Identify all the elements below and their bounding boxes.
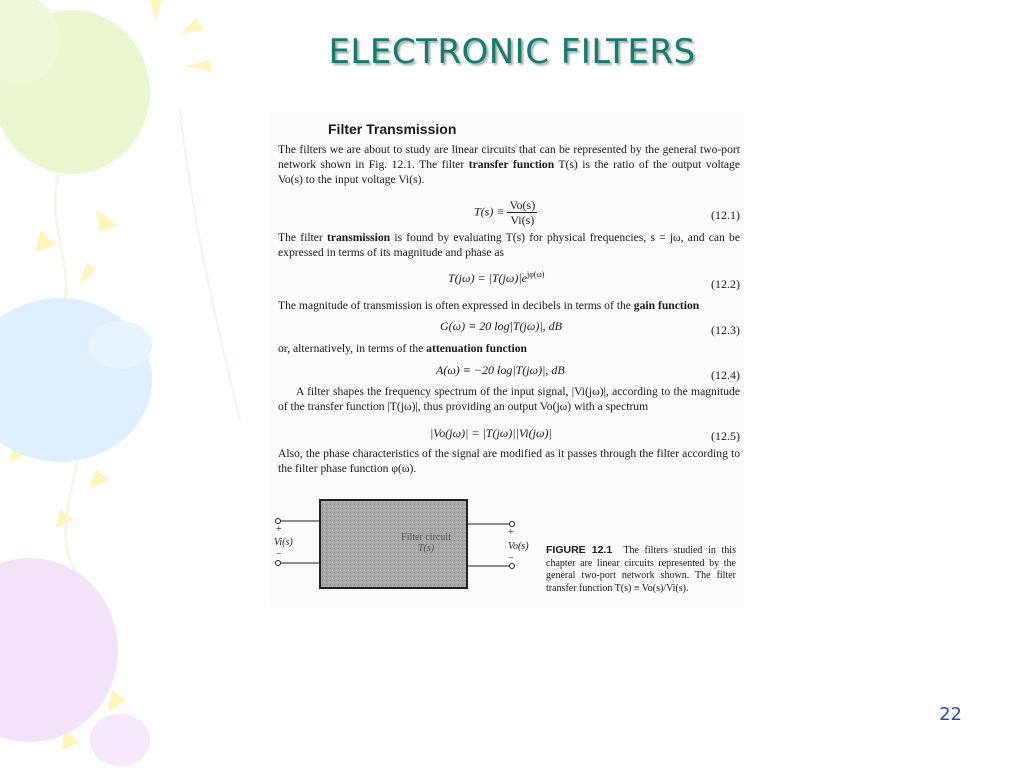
page-number: 22 xyxy=(939,704,962,725)
figure-caption: FIGURE 12.1 The filters studied in this chapter are linear circuits represented by the general two-port network shown. The filter transfer function T(s) ≡ Vo(s)/Vi(s). xyxy=(546,544,736,594)
slide-title: ELECTRONIC FILTERS xyxy=(328,32,696,72)
filter-box-label: Filter circuit T(s) xyxy=(401,532,451,554)
output-minus: − xyxy=(508,553,514,564)
equation-12-3: G(ω) ≡ 20 log|T(jω)|, dB xyxy=(440,319,562,333)
equation-number-12-5: (12.5) xyxy=(711,429,740,443)
equation-number-12-1: (12.1) xyxy=(711,208,740,222)
paragraph-intro: The filters we are about to study are linear circuits that can be represented by the general two-port network shown in Fig. 12.1. The filter transfer function T(s) is the ratio of the output voltage Vo(s) to the input voltage Vi(s). xyxy=(278,143,740,186)
paragraph-magnitude: The magnitude of transmission is often expressed in decibels in terms of the gain function xyxy=(278,299,700,312)
input-minus: − xyxy=(276,549,282,560)
paragraph-attenuation: or, alternatively, in terms of the attenuation function xyxy=(278,342,527,355)
output-voltage-label: Vo(s) xyxy=(508,541,529,552)
paragraph-transmission: The filter transmission is found by evaluating T(s) for physical frequencies, s = jω, and can be expressed in terms of its magnitude and phase as xyxy=(278,231,740,259)
scanned-textbook-page xyxy=(270,112,744,607)
equation-number-12-3: (12.3) xyxy=(711,323,740,337)
equation-12-1: T(s) ≡ $\frac{Vo(s)}{Vi(s)}$ xyxy=(474,198,536,227)
paragraph-spectrum: A filter shapes the frequency spectrum of the input signal, |Vi(jω)|, according to the magnitude of the transfer function |T(jω)|, thus providing an output Vo(jω) with a spectrum xyxy=(278,385,740,413)
output-plus: + xyxy=(508,527,514,538)
input-voltage-label: Vi(s) xyxy=(274,537,293,548)
equation-12-5: |Vo(jω)| = |T(jω)||Vi(jω)| xyxy=(430,426,552,440)
equation-12-4: A(ω) ≡ −20 log|T(jω)|, dB xyxy=(436,363,565,377)
equation-12-2: $T(j\omega) = |T(j\omega)|e^{j\varphi(\omega)}$ xyxy=(448,270,545,285)
input-plus: + xyxy=(276,524,282,535)
equation-number-12-2: (12.2) xyxy=(711,277,740,291)
paragraph-phase: Also, the phase characteristics of the signal are modified as it passes through the filter according to the filter phase function φ(ω). xyxy=(278,447,740,475)
fraction: $\frac{Vo(s)}{Vi(s)}$ xyxy=(509,198,536,227)
section-heading: Filter Transmission xyxy=(328,121,457,137)
equation-number-12-4: (12.4) xyxy=(711,368,740,382)
